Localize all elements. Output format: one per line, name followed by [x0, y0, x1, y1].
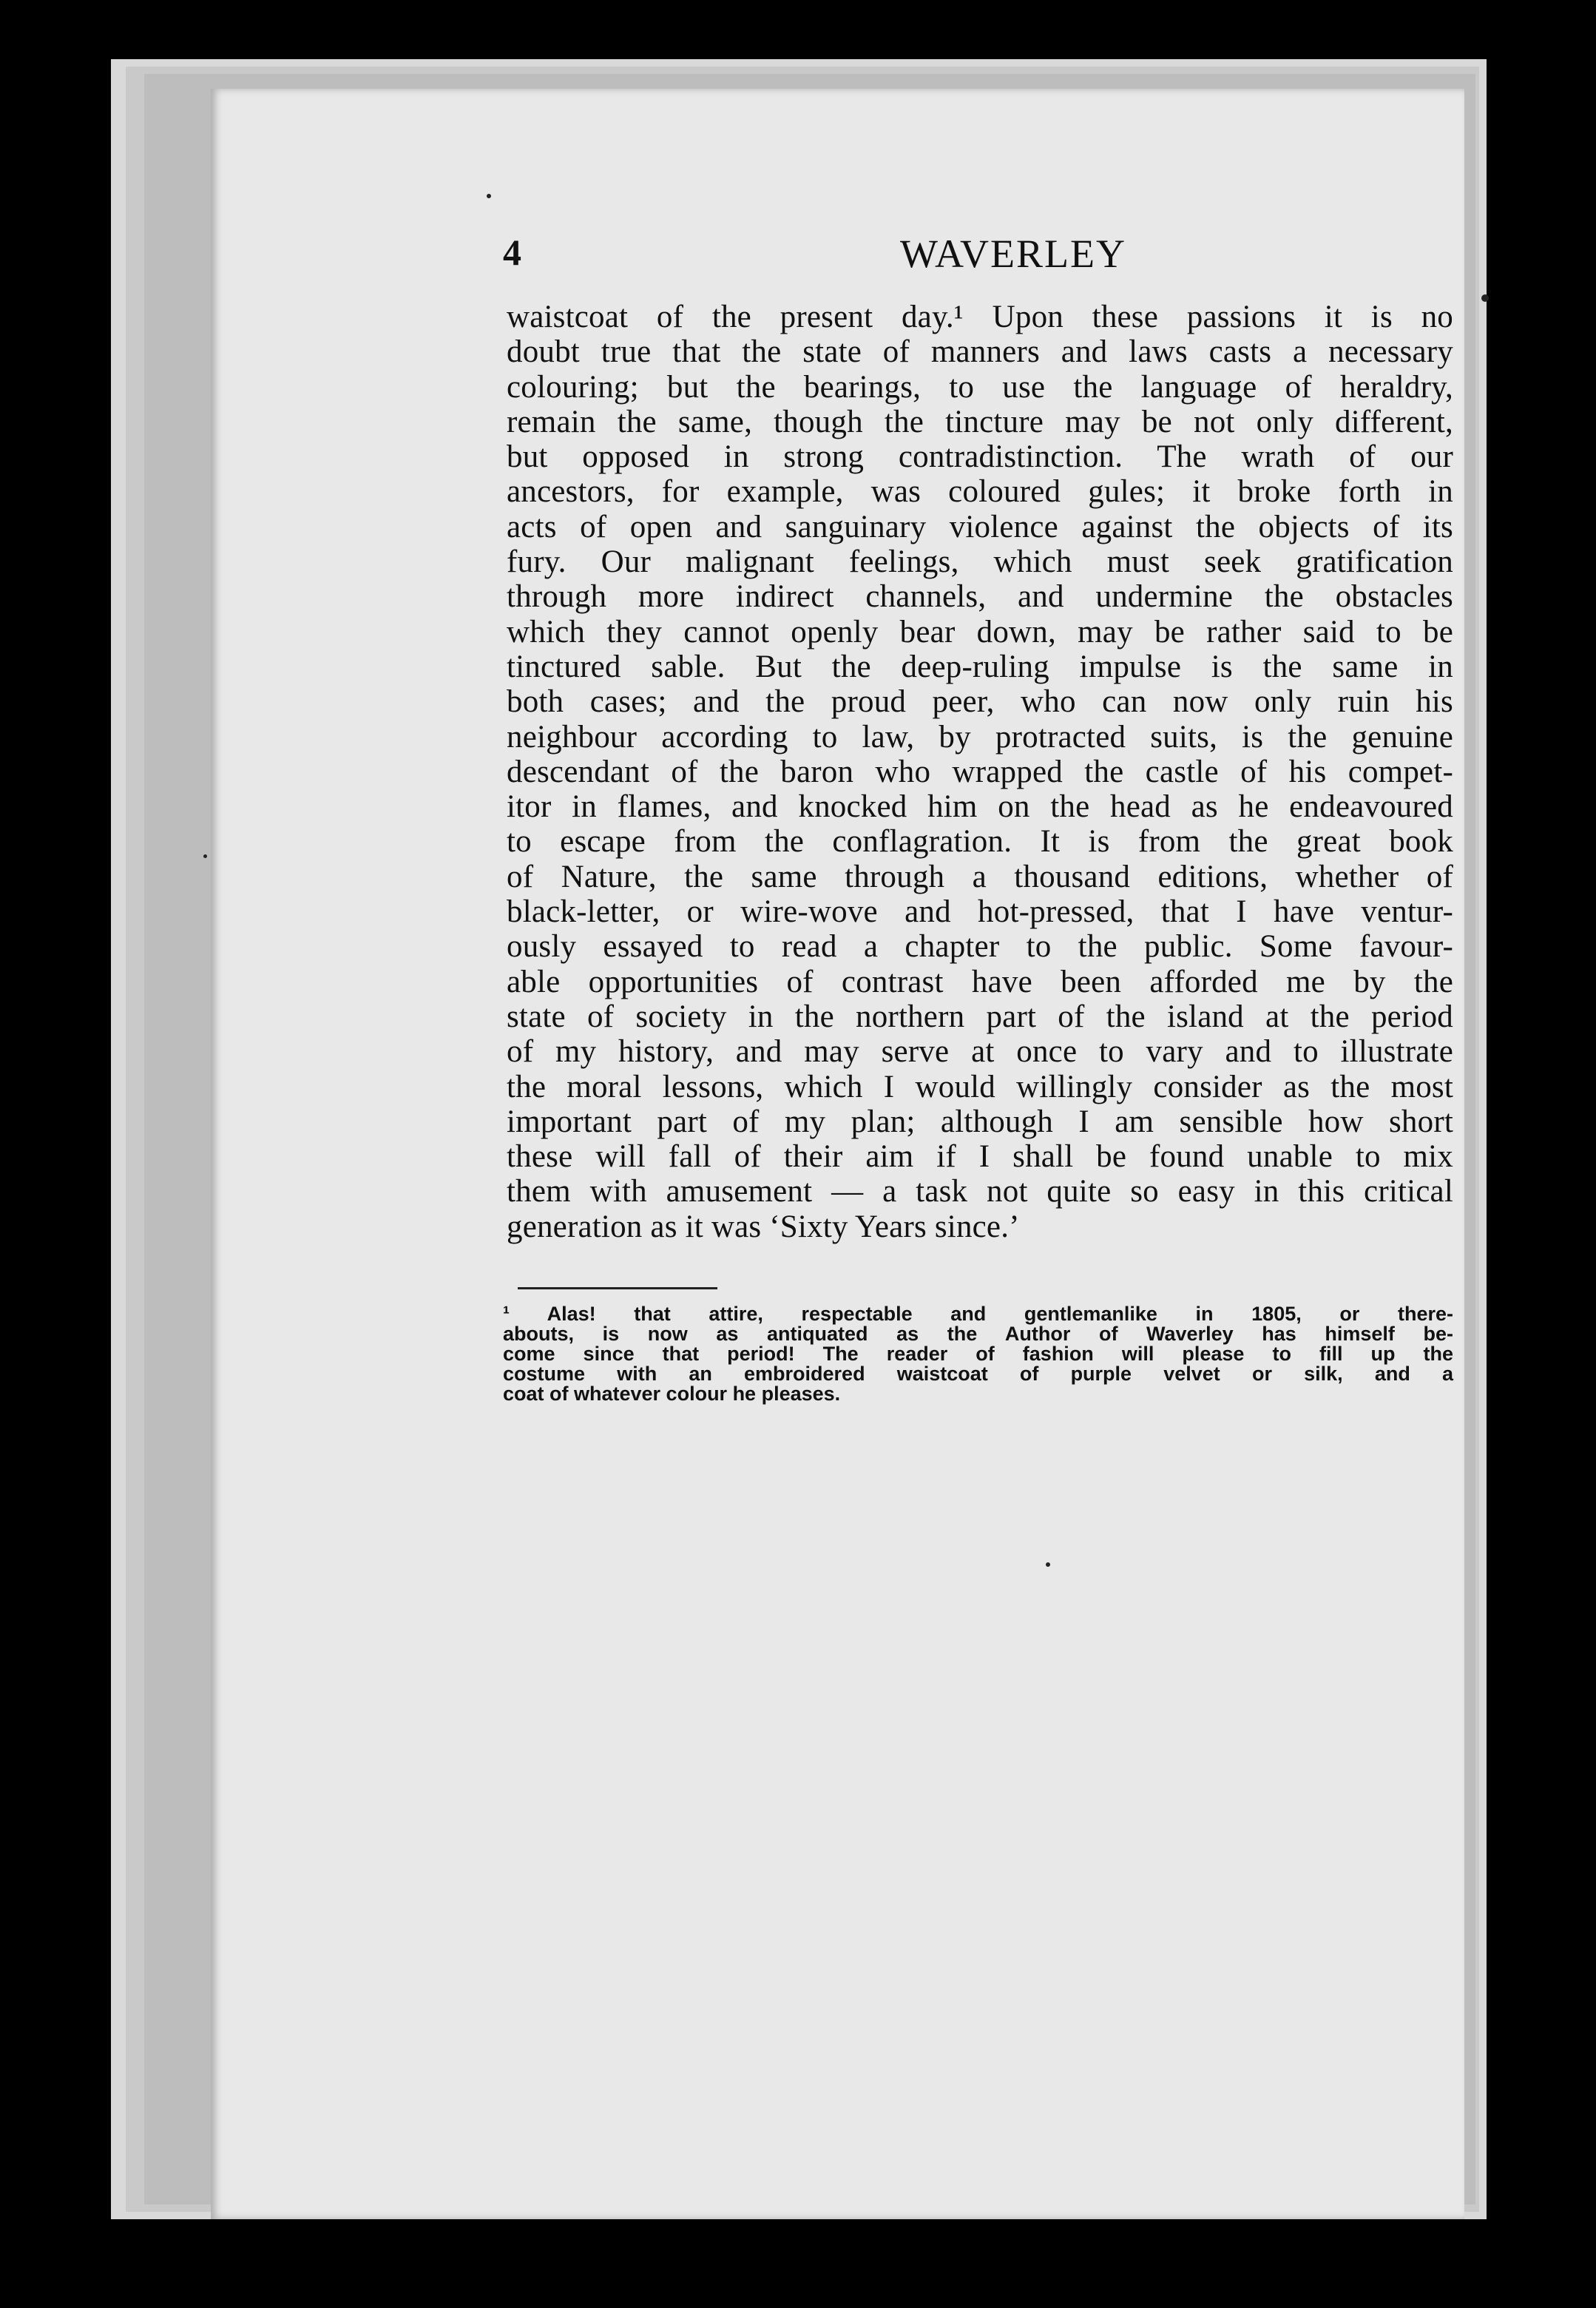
scan-speck [1046, 1562, 1050, 1567]
footnote-line: come since that period! The reader of fashion will please to fill up the [503, 1343, 1453, 1365]
body-text [507, 300, 1453, 1244]
body-line: the moral lessons, which I would willingly consider as the most [507, 1069, 1453, 1104]
scan-speck [487, 194, 491, 198]
page-number: 4 [503, 232, 521, 273]
body-line: them with amusement — a task not quite so easy in this critical [507, 1174, 1453, 1209]
footnote-line: costume with an embroidered waistcoat of purple velvet or silk, and a [503, 1363, 1453, 1385]
body-line: generation as it was ‘Sixty Years since.’ [507, 1209, 1020, 1244]
body-line: these will fall of their aim if I shall be found unable to mix [507, 1139, 1453, 1175]
body-line: black-letter, or wire-wove and hot-pressed, that I have ventur- [507, 894, 1453, 930]
body-line: of Nature, the same through a thousand editions, whether of [507, 859, 1453, 894]
body-line: fury. Our malignant feelings, which must seek gratification [507, 544, 1453, 580]
body-line: to escape from the conflagration. It is from the great book [507, 824, 1453, 860]
body-line: important part of my plan; although I am sensible how short [507, 1104, 1453, 1139]
body-line: tinctured sable. But the deep-ruling impulse is the same in [507, 649, 1453, 684]
body-line: of my history, and may serve at once to vary and to illustrate [507, 1034, 1453, 1070]
footnote-line: abouts, is now as antiquated as the Author of Waverley has himself be- [503, 1323, 1453, 1345]
body-line: doubt true that the state of manners and laws casts a necessary [507, 334, 1453, 370]
body-line: itor in flames, and knocked him on the head as he endeavoured [507, 789, 1453, 825]
body-line: able opportunities of contrast have been afforded me by the [507, 964, 1453, 999]
footnote-rule [518, 1287, 717, 1289]
footnote-line: coat of whatever colour he pleases. [503, 1383, 841, 1405]
running-head [503, 231, 1464, 283]
body-line: which they cannot openly bear down, may be rather said to be [507, 614, 1453, 649]
body-line: waistcoat of the present day.¹ Upon these passions it is no [507, 300, 1453, 334]
body-line: acts of open and sanguinary violence against the objects of its [507, 509, 1453, 544]
body-line: colouring; but the bearings, to use the language of heraldry, [507, 369, 1453, 405]
body-line: neighbour according to law, by protracted suits, is the genuine [507, 719, 1453, 755]
body-line: both cases; and the proud peer, who can now only ruin his [507, 684, 1453, 720]
footnote-line: ¹ Alas! that attire, respectable and gentlemanlike in 1805, or there- [503, 1303, 1453, 1325]
scan-speck [1481, 294, 1489, 302]
body-line: descendant of the baron who wrapped the castle of his compet- [507, 754, 1453, 789]
body-line: state of society in the northern part of the island at the period [507, 999, 1453, 1034]
body-line: through more indirect channels, and undermine the obstacles [507, 579, 1453, 615]
scan-speck [203, 854, 207, 858]
body-line: but opposed in strong contradistinction. The wrath of our [507, 439, 1453, 475]
body-line: ancestors, for example, was coloured gules; it broke forth in [507, 474, 1453, 510]
body-line: remain the same, though the tincture may be not only different, [507, 404, 1453, 439]
body-line: ously essayed to read a chapter to the public. Some favour- [507, 929, 1453, 965]
footnote [503, 1304, 1453, 1404]
page-title: WAVERLEY [900, 232, 1126, 276]
